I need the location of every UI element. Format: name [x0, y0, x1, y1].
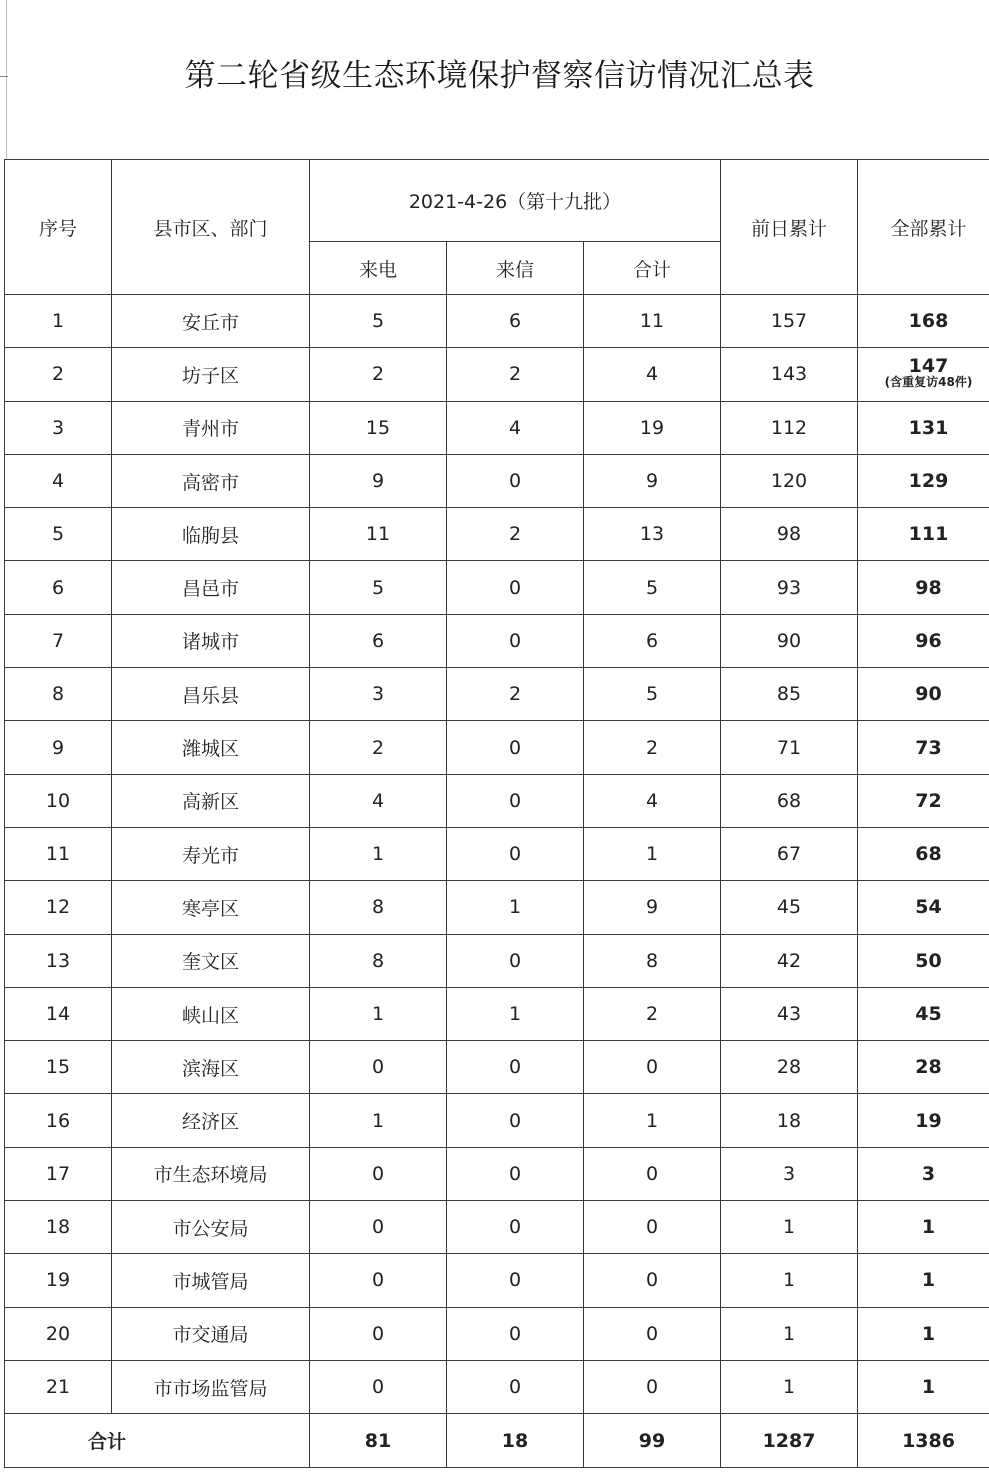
- table-row: [5, 668, 989, 721]
- cell-seq: 16: [5, 1094, 112, 1147]
- cell-region: 滨海区: [112, 1041, 310, 1094]
- totals-prev-cumulative: 1287: [721, 1414, 858, 1468]
- cell-seq: 4: [5, 454, 112, 507]
- cell-prev-cumulative: 43: [721, 987, 858, 1040]
- cell-phone: 2: [310, 348, 447, 401]
- cell-all-cumulative: 50: [858, 934, 989, 987]
- cell-seq: 9: [5, 721, 112, 774]
- cell-seq: 3: [5, 401, 112, 454]
- table-row: [5, 1201, 989, 1254]
- cell-letter: 0: [447, 721, 584, 774]
- totals-row: [5, 1414, 989, 1468]
- cell-phone: 2: [310, 721, 447, 774]
- cell-region: 市公安局: [112, 1201, 310, 1254]
- cell-all-cumulative: 1: [858, 1254, 989, 1307]
- cell-subtotal: 19: [584, 401, 721, 454]
- cell-region: 安丘市: [112, 295, 310, 348]
- cell-prev-cumulative: 71: [721, 721, 858, 774]
- cell-letter: 0: [447, 774, 584, 827]
- cell-seq: 7: [5, 614, 112, 667]
- totals-label: 合计: [5, 1414, 310, 1468]
- cell-letter: 0: [447, 827, 584, 880]
- cell-seq: 21: [5, 1360, 112, 1413]
- cell-subtotal: 13: [584, 508, 721, 561]
- cell-phone: 0: [310, 1041, 447, 1094]
- cell-prev-cumulative: 143: [721, 348, 858, 401]
- cell-subtotal: 11: [584, 295, 721, 348]
- cell-all-cumulative: 54: [858, 881, 989, 934]
- header-letter: 来信: [447, 242, 584, 295]
- table-row: [5, 348, 989, 401]
- cell-phone: 1: [310, 827, 447, 880]
- cell-seq: 6: [5, 561, 112, 614]
- cell-all-cumulative: 129: [858, 454, 989, 507]
- cell-all-cumulative: 98: [858, 561, 989, 614]
- cell-letter: 2: [447, 508, 584, 561]
- cell-region: 昌乐县: [112, 668, 310, 721]
- cell-subtotal: 1: [584, 827, 721, 880]
- cell-prev-cumulative: 28: [721, 1041, 858, 1094]
- cell-region: 经济区: [112, 1094, 310, 1147]
- cell-region: 潍城区: [112, 721, 310, 774]
- cell-letter: 4: [447, 401, 584, 454]
- cell-prev-cumulative: 85: [721, 668, 858, 721]
- table-row: [5, 721, 989, 774]
- cell-region: 寒亭区: [112, 881, 310, 934]
- cell-subtotal: 0: [584, 1307, 721, 1360]
- cell-letter: 0: [447, 561, 584, 614]
- header-row-top: [5, 160, 989, 242]
- cell-phone: 0: [310, 1201, 447, 1254]
- cell-subtotal: 2: [584, 721, 721, 774]
- cell-phone: 0: [310, 1147, 447, 1200]
- cell-subtotal: 5: [584, 668, 721, 721]
- cell-region: 青州市: [112, 401, 310, 454]
- header-region: 县市区、部门: [112, 160, 310, 295]
- cell-letter: 0: [447, 1041, 584, 1094]
- cell-prev-cumulative: 93: [721, 561, 858, 614]
- cell-phone: 11: [310, 508, 447, 561]
- cell-seq: 2: [5, 348, 112, 401]
- cell-letter: 0: [447, 1147, 584, 1200]
- cell-subtotal: 6: [584, 614, 721, 667]
- cell-phone: 5: [310, 561, 447, 614]
- cell-all-cumulative: 68: [858, 827, 989, 880]
- cell-phone: 0: [310, 1360, 447, 1413]
- totals-phone: 81: [310, 1414, 447, 1468]
- cell-region: 市城管局: [112, 1254, 310, 1307]
- cell-all-cumulative: 111: [858, 508, 989, 561]
- table-row: [5, 454, 989, 507]
- table-row: [5, 881, 989, 934]
- cell-region: 高新区: [112, 774, 310, 827]
- cell-region: 市市场监管局: [112, 1360, 310, 1413]
- page-title: 第二轮省级生态环境保护督察信访情况汇总表: [184, 58, 815, 94]
- cell-prev-cumulative: 1: [721, 1201, 858, 1254]
- cell-all-cumulative: 1: [858, 1360, 989, 1413]
- cell-prev-cumulative: 42: [721, 934, 858, 987]
- cell-seq: 19: [5, 1254, 112, 1307]
- cell-prev-cumulative: 157: [721, 295, 858, 348]
- cell-all-cumulative: 19: [858, 1094, 989, 1147]
- cell-letter: 0: [447, 1307, 584, 1360]
- cell-region: 市生态环境局: [112, 1147, 310, 1200]
- cell-region: 诸城市: [112, 614, 310, 667]
- cell-prev-cumulative: 1: [721, 1307, 858, 1360]
- cell-subtotal: 0: [584, 1254, 721, 1307]
- cell-all-cumulative: 1: [858, 1201, 989, 1254]
- cell-prev-cumulative: 67: [721, 827, 858, 880]
- cell-subtotal: 0: [584, 1360, 721, 1413]
- cell-prev-cumulative: 98: [721, 508, 858, 561]
- table-row: [5, 1041, 989, 1094]
- cell-subtotal: 4: [584, 774, 721, 827]
- cell-seq: 10: [5, 774, 112, 827]
- cumulative-value: 147: [908, 355, 949, 378]
- table-row: [5, 614, 989, 667]
- cell-region: 寿光市: [112, 827, 310, 880]
- cell-letter: 0: [447, 614, 584, 667]
- cell-prev-cumulative: 45: [721, 881, 858, 934]
- cell-phone: 8: [310, 934, 447, 987]
- cell-region: 峡山区: [112, 987, 310, 1040]
- cell-subtotal: 9: [584, 454, 721, 507]
- cell-letter: 1: [447, 987, 584, 1040]
- table-row: [5, 1254, 989, 1307]
- table-row: [5, 295, 989, 348]
- cell-phone: 5: [310, 295, 447, 348]
- cell-seq: 13: [5, 934, 112, 987]
- cell-prev-cumulative: 112: [721, 401, 858, 454]
- cell-seq: 17: [5, 1147, 112, 1200]
- table-row: [5, 1360, 989, 1413]
- cell-prev-cumulative: 3: [721, 1147, 858, 1200]
- table-row: [5, 987, 989, 1040]
- cell-phone: 4: [310, 774, 447, 827]
- cell-subtotal: 0: [584, 1201, 721, 1254]
- cell-region: 奎文区: [112, 934, 310, 987]
- cell-all-cumulative: 168: [858, 295, 989, 348]
- table-row: [5, 827, 989, 880]
- cell-region: 坊子区: [112, 348, 310, 401]
- header-seq: 序号: [5, 160, 112, 295]
- table-row: [5, 561, 989, 614]
- cell-region: 高密市: [112, 454, 310, 507]
- cell-phone: 0: [310, 1307, 447, 1360]
- table-row: [5, 934, 989, 987]
- cumulative-note: (含重复访48件): [884, 375, 973, 390]
- cell-letter: 0: [447, 1360, 584, 1413]
- cell-letter: 6: [447, 295, 584, 348]
- cell-phone: 15: [310, 401, 447, 454]
- cell-letter: 0: [447, 1094, 584, 1147]
- cell-all-cumulative: 73: [858, 721, 989, 774]
- header-prev-cumulative: 前日累计: [721, 160, 858, 295]
- table-row: [5, 508, 989, 561]
- cell-all-cumulative: 1: [858, 1307, 989, 1360]
- cell-phone: 3: [310, 668, 447, 721]
- cell-prev-cumulative: 68: [721, 774, 858, 827]
- table-row: [5, 1307, 989, 1360]
- cell-all-cumulative: 45: [858, 987, 989, 1040]
- header-phone: 来电: [310, 242, 447, 295]
- cell-letter: 2: [447, 668, 584, 721]
- header-subtotal: 合计: [584, 242, 721, 295]
- cell-phone: 6: [310, 614, 447, 667]
- cell-prev-cumulative: 120: [721, 454, 858, 507]
- cell-all-cumulative: 3: [858, 1147, 989, 1200]
- cell-phone: 8: [310, 881, 447, 934]
- cell-seq: 20: [5, 1307, 112, 1360]
- cell-prev-cumulative: 1: [721, 1360, 858, 1413]
- totals-subtotal: 99: [584, 1414, 721, 1468]
- cell-subtotal: 5: [584, 561, 721, 614]
- cell-seq: 1: [5, 295, 112, 348]
- cell-region: 市交通局: [112, 1307, 310, 1360]
- summary-table: [4, 159, 989, 1468]
- cell-letter: 0: [447, 934, 584, 987]
- cell-subtotal: 1: [584, 1094, 721, 1147]
- cell-subtotal: 9: [584, 881, 721, 934]
- cell-letter: 2: [447, 348, 584, 401]
- cell-prev-cumulative: 90: [721, 614, 858, 667]
- cell-prev-cumulative: 18: [721, 1094, 858, 1147]
- cell-all-cumulative: 90: [858, 668, 989, 721]
- cell-subtotal: 8: [584, 934, 721, 987]
- cell-seq: 8: [5, 668, 112, 721]
- cell-letter: 0: [447, 1201, 584, 1254]
- cell-subtotal: 0: [584, 1041, 721, 1094]
- cell-seq: 12: [5, 881, 112, 934]
- cell-phone: 9: [310, 454, 447, 507]
- cell-subtotal: 0: [584, 1147, 721, 1200]
- cell-seq: 5: [5, 508, 112, 561]
- totals-all-cumulative: 1386: [858, 1414, 989, 1468]
- table-row: [5, 774, 989, 827]
- totals-letter: 18: [447, 1414, 584, 1468]
- table-row: [5, 1147, 989, 1200]
- cell-all-cumulative: 28: [858, 1041, 989, 1094]
- cell-seq: 11: [5, 827, 112, 880]
- cell-subtotal: 2: [584, 987, 721, 1040]
- cell-subtotal: 4: [584, 348, 721, 401]
- cell-seq: 14: [5, 987, 112, 1040]
- cell-seq: 18: [5, 1201, 112, 1254]
- cell-seq: 15: [5, 1041, 112, 1094]
- cell-region: 昌邑市: [112, 561, 310, 614]
- cell-all-cumulative: 131: [858, 401, 989, 454]
- cell-all-cumulative: 72: [858, 774, 989, 827]
- cell-all-cumulative: 96: [858, 614, 989, 667]
- cell-region: 临朐县: [112, 508, 310, 561]
- cell-all-cumulative: [858, 348, 989, 401]
- header-batch: 2021-4-26（第十九批）: [310, 160, 721, 242]
- table-row: [5, 1094, 989, 1147]
- cell-letter: 0: [447, 1254, 584, 1307]
- cell-phone: 1: [310, 987, 447, 1040]
- cell-letter: 0: [447, 454, 584, 507]
- cell-letter: 1: [447, 881, 584, 934]
- cell-phone: 1: [310, 1094, 447, 1147]
- header-all-cumulative: 全部累计: [858, 160, 989, 295]
- table-row: [5, 401, 989, 454]
- cell-phone: 0: [310, 1254, 447, 1307]
- cell-prev-cumulative: 1: [721, 1254, 858, 1307]
